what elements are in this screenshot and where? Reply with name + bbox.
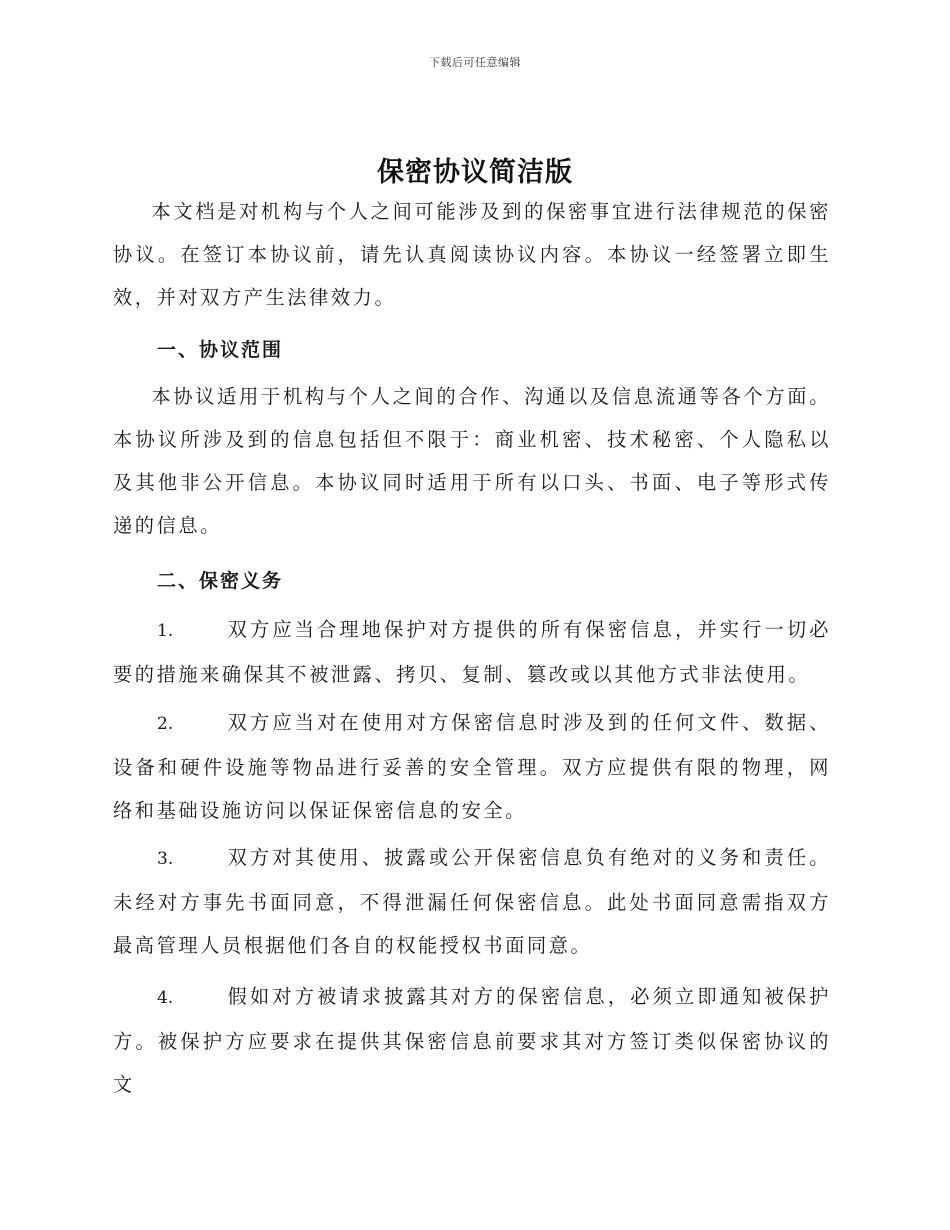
item-text: 双方应当合理地保护对方提供的所有保密信息，并实行一切必要的措施来确保其不被泄露、拷贝、复制、篡改或以其他方式非法使用。 (113, 618, 831, 686)
section-2-heading: 二、保密义务 (157, 570, 284, 592)
item-number: 1. (157, 621, 174, 641)
obligation-item-3 (113, 836, 831, 967)
obligation-item-4 (113, 975, 831, 1106)
item-text: 双方对其使用、披露或公开保密信息负有绝对的义务和责任。未经对方事先书面同意，不得泄漏任何保密信息。此处书面同意需指双方最高管理人员根据他们各自的权能授权书面同意。 (113, 846, 831, 957)
section-1-paragraph: 本协议适用于机构与个人之间的合作、沟通以及信息流通等各个方面。本协议所涉及到的信息包括但不限于：商业机密、技术秘密、个人隐私以及其他非公开信息。本协议同时适用于所有以口头、书面、电子等形式传递的信息。 (113, 385, 831, 537)
section-1-heading: 一、协议范围 (157, 339, 284, 361)
item-number: 2. (157, 714, 174, 734)
header-note: 下载后可任意编辑 (429, 56, 521, 69)
item-text: 假如对方被请求披露其对方的保密信息，必须立即通知被保护方。被保护方应要求在提供其保密信息前要求其对方签订类似保密协议的文 (113, 985, 831, 1096)
obligation-item-1 (113, 608, 831, 696)
item-number: 3. (157, 849, 174, 869)
item-text: 双方应当对在使用对方保密信息时涉及到的任何文件、数据、设备和硬件设施等物品进行妥善的安全管理。双方应提供有限的物理，网络和基础设施访问以保证保密信息的安全。 (113, 711, 831, 822)
obligation-item-2 (113, 701, 831, 832)
item-number: 4. (157, 988, 174, 1008)
intro-paragraph: 本文档是对机构与个人之间可能涉及到的保密事宜进行法律规范的保密协议。在签订本协议前，请先认真阅读协议内容。本协议一经签署立即生效，并对双方产生法律效力。 (113, 200, 831, 309)
document-title: 保密协议简洁版 (377, 157, 573, 188)
